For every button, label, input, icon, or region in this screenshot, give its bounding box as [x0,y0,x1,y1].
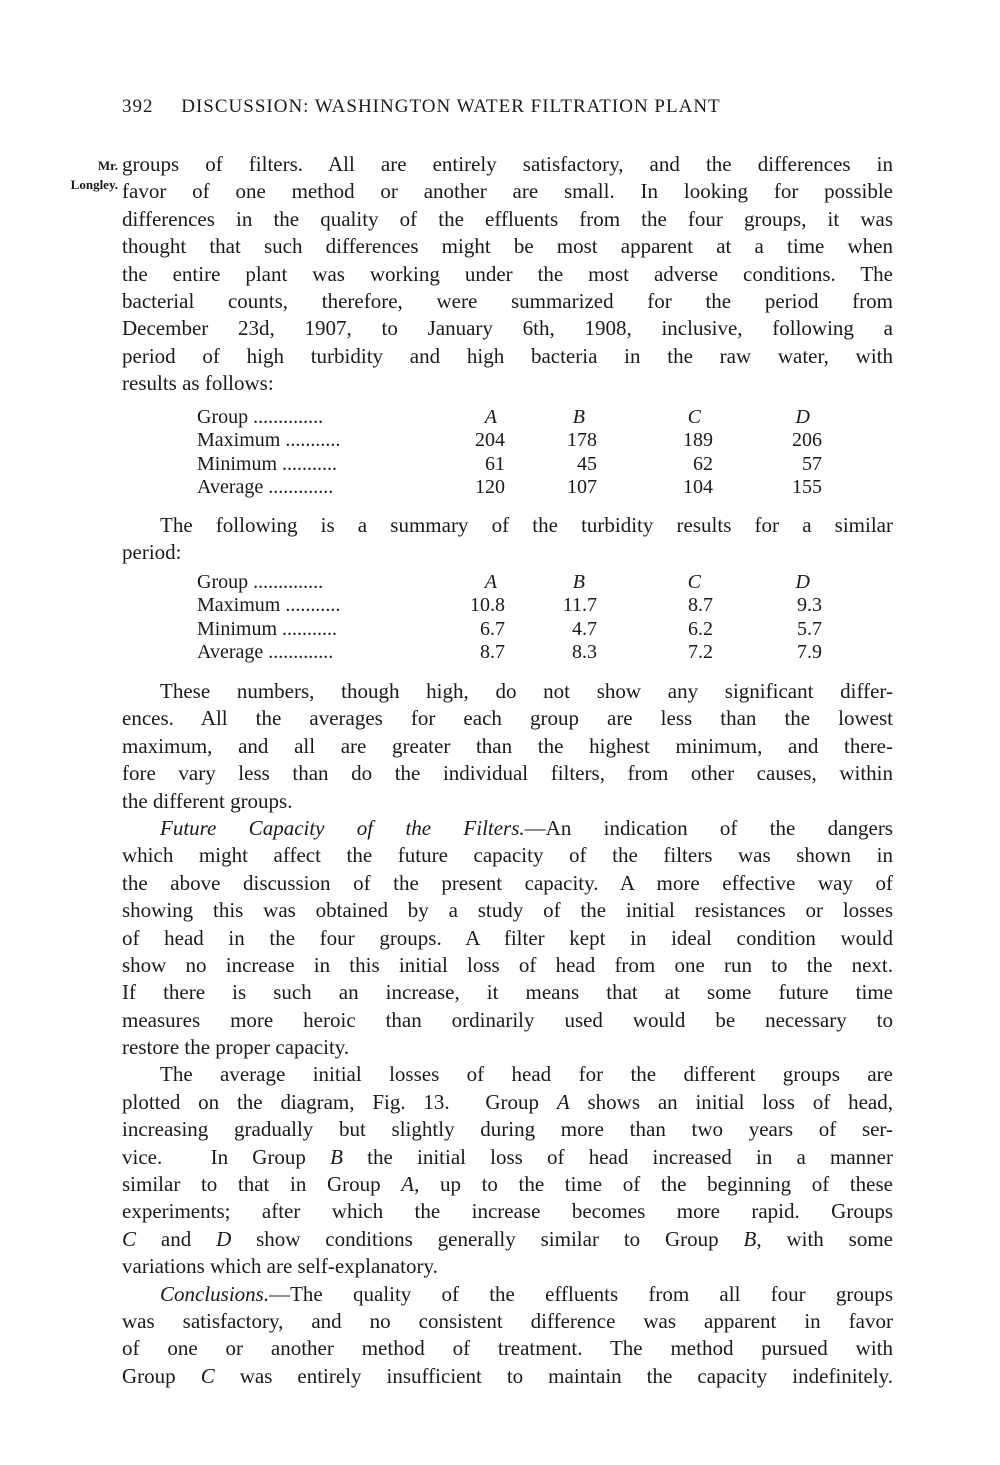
text-line: These numbers, though high, do not show any significant differ- [160,679,893,703]
column-header: C [687,571,701,593]
text-line: measures more heroic than ordinarily used would be necessary to [122,1007,893,1032]
table-cell: 204 [475,429,505,452]
text-segment: show conditions generally similar to Group [231,1226,744,1251]
table-cell: 189 [683,429,713,452]
paragraph [122,512,893,567]
text-line: experiments; after which the increase becomes more rapid. Groups [122,1199,893,1224]
table-cell: 6.2 [688,617,713,640]
text-line: fore vary less than do the individual filters, from other causes, within [122,761,893,786]
table-row [197,594,822,617]
text-segment: vice. In Group [122,1144,331,1169]
table-cell: 8.7 [688,594,713,617]
table-cell: 155 [792,476,822,499]
table-cell: 206 [792,429,822,452]
row-label: Maximum ........... [197,429,341,452]
table-cell: 104 [683,476,713,499]
text-line: restore the proper capacity. [122,1035,350,1060]
text-line: bacterial counts, therefore, were summarized for the period from [122,288,893,313]
table-cell: 7.9 [797,641,822,664]
paragraph [122,151,893,398]
table-cell: 57 [802,452,822,475]
table-cell: 45 [577,452,597,475]
text-segment: was entirely insufficient to maintain the capacity indefinitely. [214,1363,893,1388]
text-line: variations which are self-explanatory. [122,1254,438,1279]
column-header: D [795,406,810,428]
turbidity-table [197,571,822,665]
margin-note-title: Mr. [97,158,118,173]
italic-text: A [401,1172,415,1197]
text-line: of one or another method of treatment. The method pursued with [122,1336,893,1361]
text-segment: shows an initial loss of head, [569,1089,893,1114]
table-header-row [197,406,822,429]
text-line: the above discussion of the present capacity. A more effective way of [122,870,893,895]
header-title: DISCUSSION: WASHINGTON WATER FILTRATION PLANT [181,96,721,117]
text-segment: and [136,1226,217,1251]
italic-text: C [200,1363,215,1388]
text-line [122,1363,893,1390]
italic-text: C [122,1226,137,1251]
italic-text: A [556,1089,570,1114]
margin-note-name: Longley. [70,177,118,192]
paragraph [122,1281,893,1391]
table-row [197,476,822,499]
column-header: A [484,571,497,593]
text-line: increasing gradually but slightly during more than two years of ser- [122,1117,893,1142]
text-line [122,1089,893,1116]
column-header: C [687,406,701,428]
table-row [197,641,822,664]
text-segment: —An indication of the dangers [524,815,893,840]
italic-text: Future Capacity of the Filters. [160,815,525,840]
table-cell: 6.7 [480,617,505,640]
row-label: Minimum ........... [197,452,338,475]
italic-text: B [330,1144,343,1169]
column-header: B [572,406,585,428]
table-cell: 10.8 [470,594,505,617]
table-cell: 8.7 [480,641,505,664]
text-line: groups of filters. All are entirely satisfactory, and the differences in [122,152,893,176]
table-row [197,453,822,476]
column-header: D [795,571,810,593]
italic-text: B [743,1226,757,1251]
text-line: the entire plant was working under the most adverse conditions. The [122,261,893,286]
italic-text: Conclusions. [160,1281,270,1306]
row-label: Average ............. [197,476,334,499]
text-segment: similar to that in Group [122,1172,402,1197]
bacteria-table [197,406,822,500]
running-header [122,96,721,118]
row-label: Minimum ........... [197,617,338,640]
text-line: The average initial losses of head for the different groups are [160,1062,893,1087]
text-line [122,815,893,842]
table-row [197,618,822,641]
text-segment: —The quality of the effluents from all four groups [269,1281,893,1306]
table-cell: 7.2 [688,641,713,664]
text-segment: plotted on the diagram, Fig. 13. Group [122,1089,557,1114]
table-header-row [197,571,822,594]
text-line: show no increase in this initial loss of head from one run to the next. [122,952,893,977]
text-line [122,1281,893,1308]
text-line: the different groups. [122,788,293,813]
row-label: Maximum ........... [197,594,341,617]
text-line: thought that such differences might be most apparent at a time when [122,234,893,259]
row-label: Group .............. [197,571,324,593]
text-segment: , with some [756,1226,893,1251]
table-cell: 5.7 [797,617,822,640]
table-row [197,429,822,452]
table-cell: 61 [485,452,505,475]
text-segment: the initial loss of head increased in a manner [342,1144,893,1169]
text-segment: Group [122,1363,201,1388]
paragraph [122,815,893,1062]
text-segment: , up to the time of the beginning of these [414,1172,893,1197]
text-line: differences in the quality of the effluents from the four groups, it was [122,206,893,231]
text-line: which might affect the future capacity of the filters was shown in [122,843,893,868]
text-line: period: [122,540,182,565]
text-line: period of high turbidity and high bacteria in the raw water, with [122,343,893,368]
text-line: was satisfactory, and no consistent difference was apparent in favor [122,1308,893,1333]
paragraph [122,678,893,815]
table-cell: 11.7 [562,594,597,617]
row-label: Group .............. [197,406,324,428]
table-cell: 107 [567,476,597,499]
text-line: favor of one method or another are small. In looking for possible [122,179,893,204]
paragraph-group [122,678,893,1390]
table-cell: 8.3 [572,641,597,664]
text-line: of head in the four groups. A filter kept in ideal condition would [122,925,893,950]
table-cell: 9.3 [797,594,822,617]
text-line: results as follows: [122,371,274,396]
text-line [122,1171,893,1198]
table-cell: 178 [567,429,597,452]
text-line: showing this was obtained by a study of the initial resistances or losses [122,898,893,923]
margin-note [58,156,118,194]
text-line [122,1226,893,1253]
page-number: 392 [122,96,154,117]
table-cell: 4.7 [572,617,597,640]
table-cell: 120 [475,476,505,499]
paragraph [122,1061,893,1280]
text-line: The following is a summary of the turbidity results for a similar [160,513,893,537]
text-line: ences. All the averages for each group are less than the lowest [122,706,893,731]
text-line [122,1144,893,1171]
text-line: December 23d, 1907, to January 6th, 1908, inclusive, following a [122,316,893,341]
text-line: maximum, and all are greater than the highest minimum, and there- [122,733,893,758]
text-line: If there is such an increase, it means that at some future time [122,980,893,1005]
italic-text: D [216,1226,232,1251]
column-header: A [484,406,497,428]
table-cell: 62 [693,452,713,475]
column-header: B [572,571,585,593]
row-label: Average ............. [197,641,334,664]
